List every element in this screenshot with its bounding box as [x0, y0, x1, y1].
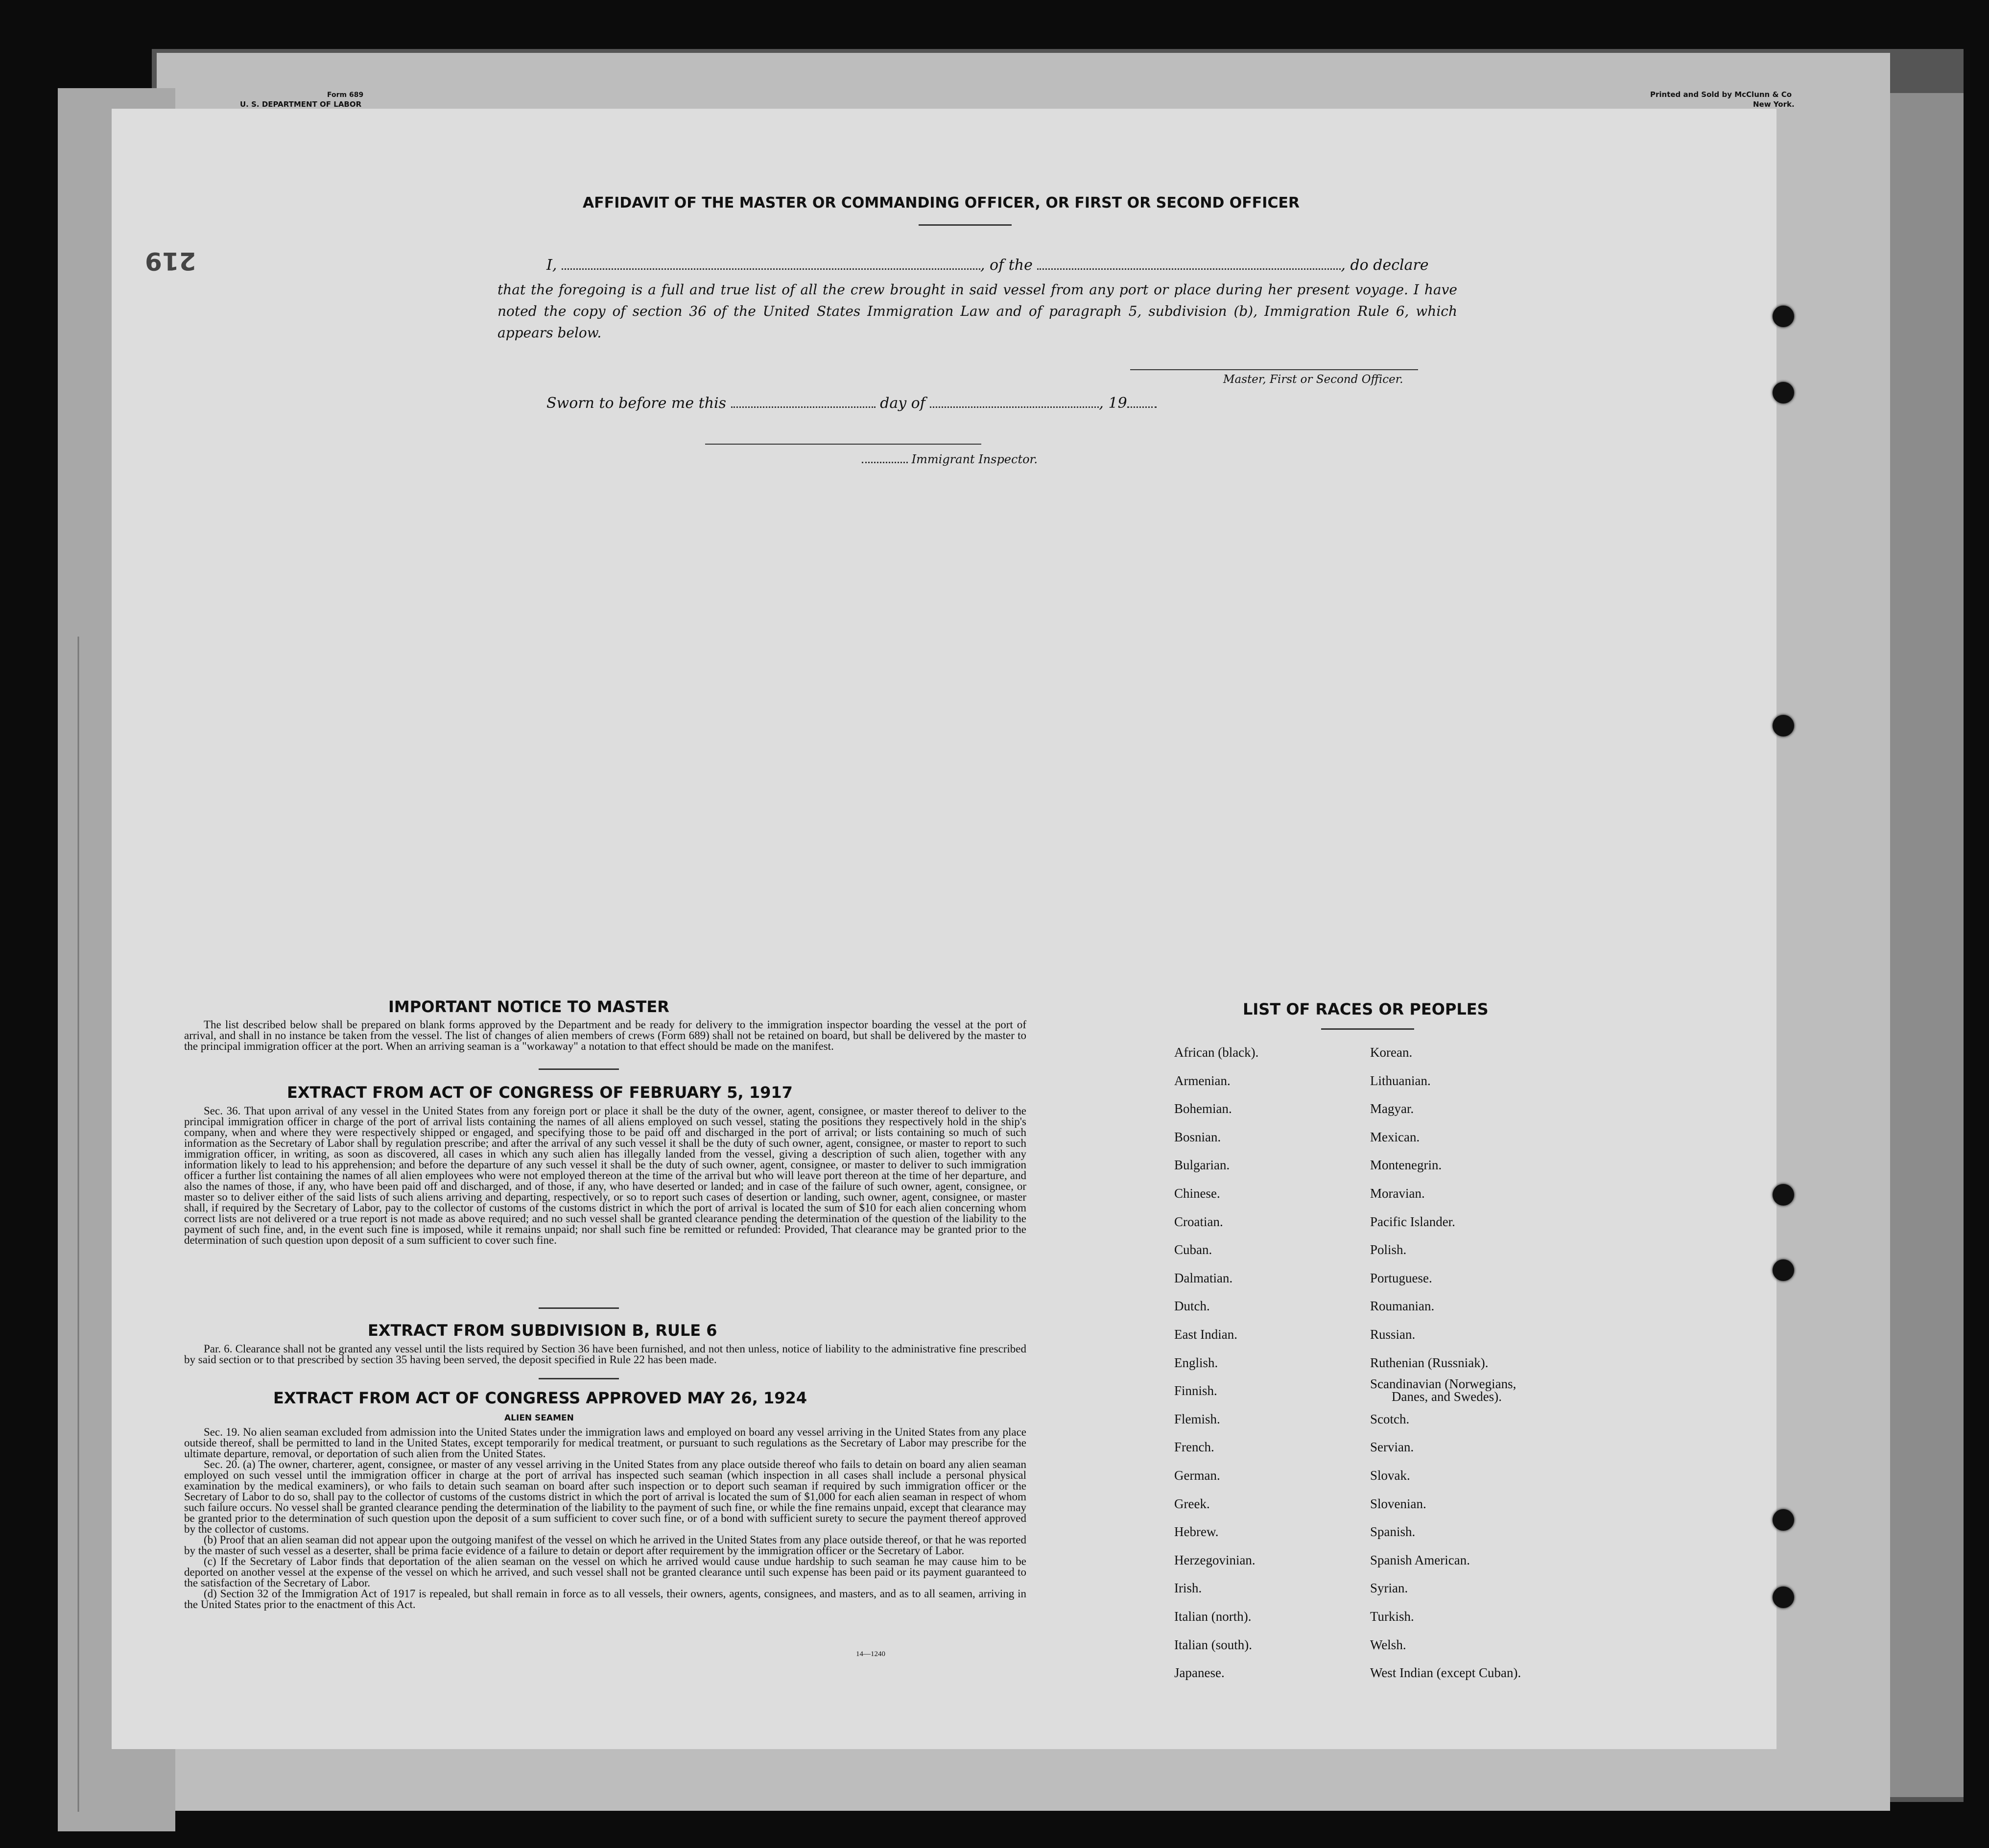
section-20b-text: (b) Proof that an alien seaman did not appear upon the outgoing manifest of the vessel on which he arrived in the United States from any place outside thereof, or that he was reported by the master of such vessel as a deserter, shall be prima facie evidence of a failure to detain or deport after requirement by the immigration officer or the Secretary of Labor. — [184, 1534, 1026, 1557]
alien-seamen-subtitle: ALIEN SEAMEN — [504, 1413, 574, 1423]
race-item: Roumanian. — [1370, 1299, 1435, 1314]
race-item: East Indian. — [1174, 1327, 1237, 1342]
races-rule — [1321, 1028, 1414, 1030]
race-item: Servian. — [1370, 1440, 1414, 1455]
form-number: Form 689 — [327, 91, 364, 99]
declarant-name-blank[interactable] — [562, 268, 980, 270]
printer-line-2: New York. — [1753, 100, 1795, 109]
race-item: Slovenian. — [1370, 1496, 1426, 1511]
extract-1924-body — [184, 1427, 1026, 1610]
of-the-text: , of the — [980, 257, 1033, 274]
inspector-line — [862, 452, 1038, 466]
inspector-signature-line[interactable] — [705, 444, 981, 445]
race-item: Finnish. — [1174, 1383, 1217, 1398]
affidavit-title: AFFIDAVIT OF THE MASTER OR COMMANDING OFFICER, OR FIRST OR SECOND OFFICER — [583, 194, 1300, 212]
extract-1924-title: EXTRACT FROM ACT OF CONGRESS APPROVED MAY 26, 1924 — [273, 1389, 807, 1407]
race-item: Bosnian. — [1174, 1129, 1221, 1144]
race-item: West Indian (except Cuban). — [1370, 1665, 1521, 1681]
race-item: Pacific Islander. — [1370, 1214, 1455, 1229]
race-item: Chinese. — [1174, 1186, 1220, 1201]
races-title: LIST OF RACES OR PEOPLES — [1243, 1000, 1489, 1019]
race-item: Herzegovinian. — [1174, 1552, 1255, 1567]
extract-1917-body — [184, 1106, 1026, 1246]
do-declare-text: , do declare — [1341, 257, 1429, 274]
extract-rule6-rule — [539, 1378, 619, 1379]
paragraph-6-text: Par. 6. Clearance shall not be granted any vessel until the lists required by Section 36 have been furnished, and not then unless, notice of liability to the administrative fine prescribed by said section or to that prescribed by section 35 having been served, the deposit specified in Rule 22 has been made. — [184, 1343, 1026, 1366]
race-item: Dalmatian. — [1174, 1270, 1233, 1285]
race-item: Flemish. — [1174, 1411, 1220, 1426]
master-label: Master, First or Second Officer. — [1223, 373, 1403, 386]
race-item: African (black). — [1174, 1045, 1259, 1060]
printer-line-1: Printed and Sold by McClunn & Co — [1650, 90, 1792, 99]
section-20c-text: (c) If the Secretary of Labor finds that deportation of the alien seaman on the vessel on which he arrived would cause undue hardship to such seaman he may cause him to be deported on another vessel at the expense of the vessel on which he arrived, and such vessel shall not be granted clearance until such expense has been paid or its payment guaranteed to the satisfaction of the Secretary of Labor. — [184, 1555, 1026, 1589]
race-item: Bohemian. — [1174, 1101, 1232, 1116]
race-item: Spanish American. — [1370, 1552, 1470, 1567]
notice-rule — [539, 1068, 619, 1070]
print-code: 14—1240 — [856, 1650, 885, 1658]
race-item: Spanish. — [1370, 1524, 1416, 1540]
race-item: Montenegrin. — [1370, 1158, 1442, 1173]
race-item: Dutch. — [1174, 1299, 1210, 1314]
sworn-month-blank[interactable] — [930, 406, 1099, 408]
race-item: English. — [1174, 1355, 1218, 1370]
vessel-name-blank[interactable] — [1037, 268, 1341, 270]
race-item: Russian. — [1370, 1327, 1416, 1342]
race-item: French. — [1174, 1440, 1214, 1455]
race-item: Ruthenian (Russniak). — [1370, 1355, 1489, 1370]
race-item: Syrian. — [1370, 1581, 1408, 1596]
section-19-text: Sec. 19. No alien seaman excluded from admission into the United States under the immigration laws and employed on board any vessel arriving in the United States from any place outside thereof, shall be permitted to land in the United States, except temporarily for medical treatment, or pursuant to such regulations as the Secretary of Labor may prescribe for the ultimate departure, removal, or deportation of such alien from the United States. — [184, 1426, 1026, 1460]
race-item: Hebrew. — [1174, 1524, 1219, 1540]
margin-note: 219 — [145, 247, 196, 275]
notice-body — [184, 1019, 1026, 1052]
extract-1917-rule — [539, 1307, 619, 1309]
race-item: Cuban. — [1174, 1242, 1212, 1257]
day-of-text: day of — [880, 395, 925, 412]
sworn-day-blank[interactable] — [731, 406, 876, 408]
race-item: Moravian. — [1370, 1186, 1425, 1201]
declarant-prefix: I, — [546, 257, 557, 274]
section-20a-text: Sec. 20. (a) The owner, charterer, agent, consignee, or master of any vessel arriving in the United States from any place outside thereof who fails to detain on board any alien seaman employed on such vessel until the immigration officer in charge at the port of arrival has inspected such seaman (which inspection in all cases shall include a personal physical examination by the medical examiners), or who fails to detain such seaman on board after such inspection or to deport such seaman if required by such immigration officer or the Secretary of Labor to do so, shall pay to the collector of customs of the customs district in which the port of arrival is located the sum of $1,000 for each alien seaman in respect of whom such failure occurs. No vessel shall be granted clearance pending the determination of the liability to the payment of such fine, or while the fine remains unpaid, except that clearance may be granted prior to the determination of such question upon the deposit of a sum sufficient to cover such fine, or of a bond with sufficient surety to secure the payment thereof approved by the collector of customs. — [184, 1458, 1026, 1535]
race-item: Magyar. — [1370, 1101, 1414, 1116]
race-item-continuation: Danes, and Swedes). — [1392, 1389, 1502, 1404]
inspector-name-blank[interactable] — [862, 462, 908, 463]
race-item: Mexican. — [1370, 1129, 1420, 1144]
race-item: Portuguese. — [1370, 1270, 1432, 1285]
race-item: Japanese. — [1174, 1665, 1225, 1681]
race-item: Welsh. — [1370, 1637, 1406, 1652]
race-item: Polish. — [1370, 1242, 1407, 1257]
race-item: Slovak. — [1370, 1468, 1410, 1483]
race-item: Irish. — [1174, 1581, 1202, 1596]
master-signature-line[interactable] — [1130, 369, 1418, 370]
race-item: Armenian. — [1174, 1073, 1231, 1088]
race-item: Turkish. — [1370, 1609, 1414, 1624]
department-name: U. S. DEPARTMENT OF LABOR — [240, 100, 362, 109]
sworn-year-blank[interactable] — [1127, 406, 1157, 408]
race-item: Croatian. — [1174, 1214, 1223, 1229]
section-36-text: Sec. 36. That upon arrival of any vessel in the United States from any foreign port or place it shall be the duty of the owner, agent, consignee, or master thereof to deliver to the principal immigration officer in charge of the port of arrival lists containing the names of all aliens employed on such vessel, stating the positions they respectively hold in the ship's company, when and where they were respectively shipped or engaged, and specifying those to be paid off and discharged in the port of arrival; or lists containing so much of such information as the Secretary of Labor shall by regulation prescribe; and after the arrival of any such vessel it shall be the duty of such owner, agent, consignee, or master to report to such immigration officer, in writing, as soon as discovered, all cases in which any such alien has illegally landed from the vessel, giving a description of such alien, together with any information likely to lead to his apprehension; and before the departure of any such vessel it shall be the duty of such owner, agent, consignee, or master to deliver to such immigration officer a further list containing the names of all alien employees who were not employed thereon at the time of the arrival but who will leave port thereon at the time of her departure, and also the names of those, if any, who have been paid off and discharged, and of those, if any, who have deserted or landed; and in case of the failure of such owner, agent, consignee, or master so to deliver either of the said lists of such aliens arriving and departing, respectively, or so to report such cases of desertion or landing, such owner, agent, consignee, or master shall, if required by the Secretary of Labor, pay to the collector of customs of the customs district in which the port of arrival is located the sum of $10 for each alien concerning whom correct lists are not delivered or a true report is not made as above required; and no such vessel shall be granted clearance pending the determination of the question of the liability to the payment of such fine, and, in the event such fine is imposed, while it remains unpaid; nor shall such fine be remitted or refunded: Provided, That clearance may be granted prior to the determination of such question upon deposit of a sum sufficient to cover such fine. — [184, 1105, 1026, 1246]
race-item: Lithuanian. — [1370, 1073, 1431, 1088]
affidavit-body: that the foregoing is a full and true list of all the crew brought in said vessel from any port or place during her present voyage. I have noted the copy of section 36 of the United States Immigration Law and of paragraph 5, subdivision (b), Immigration Rule 6, which appears below. — [497, 282, 1457, 341]
form-sheet — [112, 109, 1776, 1749]
extract-rule6-body — [184, 1344, 1026, 1365]
affidavit-line-1 — [546, 257, 1429, 274]
race-item: Korean. — [1370, 1045, 1413, 1060]
sworn-line — [546, 395, 1157, 412]
title-rule — [919, 224, 1012, 226]
extract-rule6-title: EXTRACT FROM SUBDIVISION B, RULE 6 — [368, 1321, 717, 1340]
sworn-text: Sworn to before me this — [546, 395, 727, 412]
year-prefix: , 19 — [1099, 395, 1127, 412]
section-20d-text: (d) Section 32 of the Immigration Act of 1917 is repealed, but shall remain in force as to all vessels, their owners, agents, consignees, and masters, and as to all seamen, arriving in the United States prior to the enactment of this Act. — [184, 1587, 1026, 1611]
notice-text: The list described below shall be prepared on blank forms approved by the Department and be ready for delivery to the immigration inspector boarding the vessel at the port of arrival, and shall in no instance be taken from the vessel. The list of changes of alien members of crews (Form 689) shall not be retained on board, but shall be delivered by the master to the principal immigration officer at the port. When an arriving seaman is a "workaway" a notation to that effect should be made on the manifest. — [184, 1019, 1026, 1052]
notice-title: IMPORTANT NOTICE TO MASTER — [388, 997, 669, 1016]
race-item: Greek. — [1174, 1496, 1210, 1511]
race-item: Italian (south). — [1174, 1637, 1252, 1652]
race-item: Scotch. — [1370, 1411, 1410, 1426]
race-item: Italian (north). — [1174, 1609, 1252, 1624]
race-item: Bulgarian. — [1174, 1158, 1230, 1173]
inspector-label: Immigrant Inspector. — [911, 452, 1038, 466]
extract-1917-title: EXTRACT FROM ACT OF CONGRESS OF FEBRUARY 5, 1917 — [287, 1083, 793, 1102]
race-item: Scandinavian (Norwegians, — [1370, 1376, 1516, 1392]
race-item: German. — [1174, 1468, 1220, 1483]
